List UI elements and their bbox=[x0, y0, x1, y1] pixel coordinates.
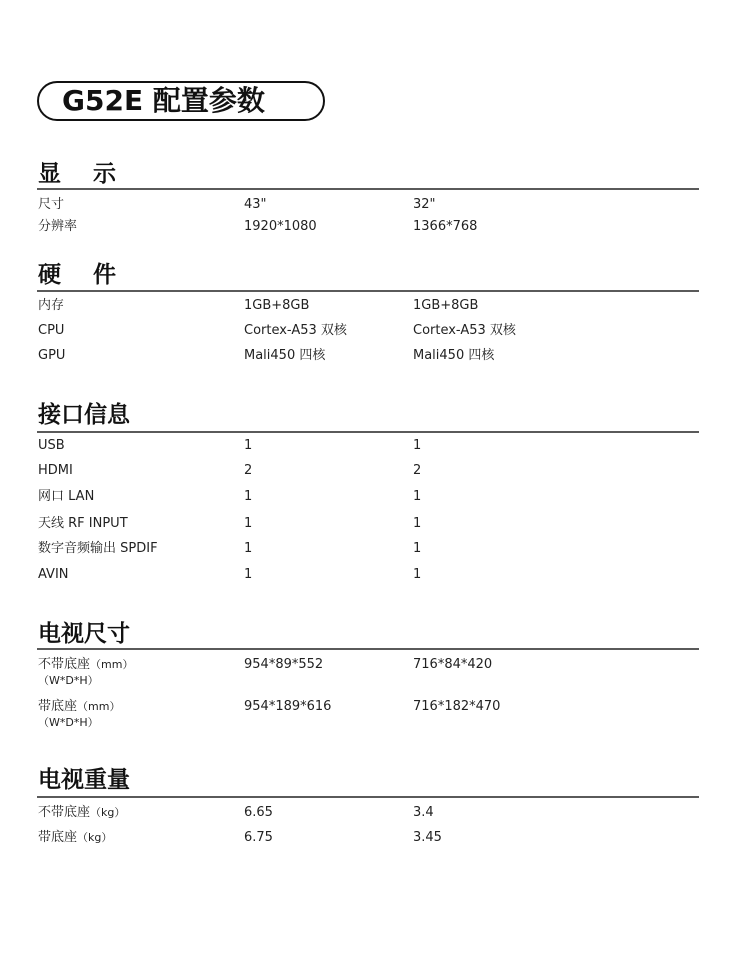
spec-value-32: 1 bbox=[413, 516, 422, 531]
section-title: 电视尺寸 bbox=[38, 621, 130, 647]
spec-sublabel: （W*D*H） bbox=[38, 674, 99, 687]
section-title: 显 示 bbox=[38, 161, 117, 187]
spec-value-43: 1 bbox=[244, 438, 253, 453]
section-title: 硬 件 bbox=[38, 262, 117, 288]
spec-label-text: 带底座 bbox=[38, 830, 78, 845]
spec-unit: （mm） bbox=[90, 658, 134, 671]
spec-label-text: 带底座 bbox=[38, 699, 78, 714]
spec-label bbox=[38, 830, 112, 846]
spec-value-43: 1 bbox=[244, 489, 253, 504]
spec-value-32: 1 bbox=[413, 567, 422, 582]
section-divider bbox=[37, 188, 699, 190]
spec-value-32: 3.4 bbox=[413, 805, 434, 820]
spec-value-32: 716*182*470 bbox=[413, 699, 501, 714]
spec-value-43: 6.65 bbox=[244, 805, 273, 820]
spec-value-32: 716*84*420 bbox=[413, 657, 493, 672]
spec-label: 网口 LAN bbox=[38, 489, 95, 504]
spec-label bbox=[38, 657, 133, 689]
spec-label: 尺寸 bbox=[38, 197, 65, 212]
spec-value-43: 954*189*616 bbox=[244, 699, 332, 714]
spec-label bbox=[38, 805, 125, 821]
spec-label bbox=[38, 699, 120, 731]
section-title: 接口信息 bbox=[38, 402, 130, 428]
spec-value-43: 1 bbox=[244, 567, 253, 582]
spec-value-32: 1 bbox=[413, 541, 422, 556]
spec-label: 数字音频输出 SPDIF bbox=[38, 541, 158, 556]
spec-value-32: 1366*768 bbox=[413, 219, 478, 234]
spec-value-32: 1GB+8GB bbox=[413, 298, 479, 313]
spec-label: HDMI bbox=[38, 463, 73, 478]
spec-label: 内存 bbox=[38, 298, 65, 313]
spec-unit: （kg） bbox=[90, 806, 126, 819]
spec-value-43: 954*89*552 bbox=[244, 657, 324, 672]
spec-value-43: Mali450 四核 bbox=[244, 348, 326, 363]
spec-sublabel: （W*D*H） bbox=[38, 716, 99, 729]
section-divider bbox=[37, 796, 699, 798]
spec-value-43: 2 bbox=[244, 463, 253, 478]
spec-label: CPU bbox=[38, 323, 65, 338]
spec-label-text: 不带底座 bbox=[38, 657, 91, 672]
section-divider bbox=[37, 648, 699, 650]
page-title: G52E 配置参数 bbox=[62, 84, 265, 117]
spec-value-32: 2 bbox=[413, 463, 422, 478]
spec-label: USB bbox=[38, 438, 65, 453]
section-divider bbox=[37, 290, 699, 292]
spec-value-43: 1 bbox=[244, 541, 253, 556]
spec-value-43: 1920*1080 bbox=[244, 219, 317, 234]
spec-value-32: 32" bbox=[413, 197, 436, 212]
spec-label: 天线 RF INPUT bbox=[38, 516, 128, 531]
spec-value-43: 1GB+8GB bbox=[244, 298, 310, 313]
spec-value-43: 43" bbox=[244, 197, 267, 212]
section-title: 电视重量 bbox=[38, 767, 130, 793]
spec-label: 分辨率 bbox=[38, 219, 78, 234]
spec-unit: （kg） bbox=[77, 831, 113, 844]
spec-label-text: 不带底座 bbox=[38, 805, 91, 820]
spec-label: GPU bbox=[38, 348, 66, 363]
spec-value-43: 1 bbox=[244, 516, 253, 531]
spec-value-32: Mali450 四核 bbox=[413, 348, 495, 363]
spec-label: AVIN bbox=[38, 567, 69, 582]
spec-value-32: 1 bbox=[413, 438, 422, 453]
spec-value-43: 6.75 bbox=[244, 830, 273, 845]
spec-value-32: Cortex-A53 双核 bbox=[413, 323, 516, 338]
spec-value-32: 1 bbox=[413, 489, 422, 504]
spec-value-32: 3.45 bbox=[413, 830, 442, 845]
spec-unit: （mm） bbox=[77, 700, 121, 713]
section-divider bbox=[37, 431, 699, 433]
spec-value-43: Cortex-A53 双核 bbox=[244, 323, 347, 338]
